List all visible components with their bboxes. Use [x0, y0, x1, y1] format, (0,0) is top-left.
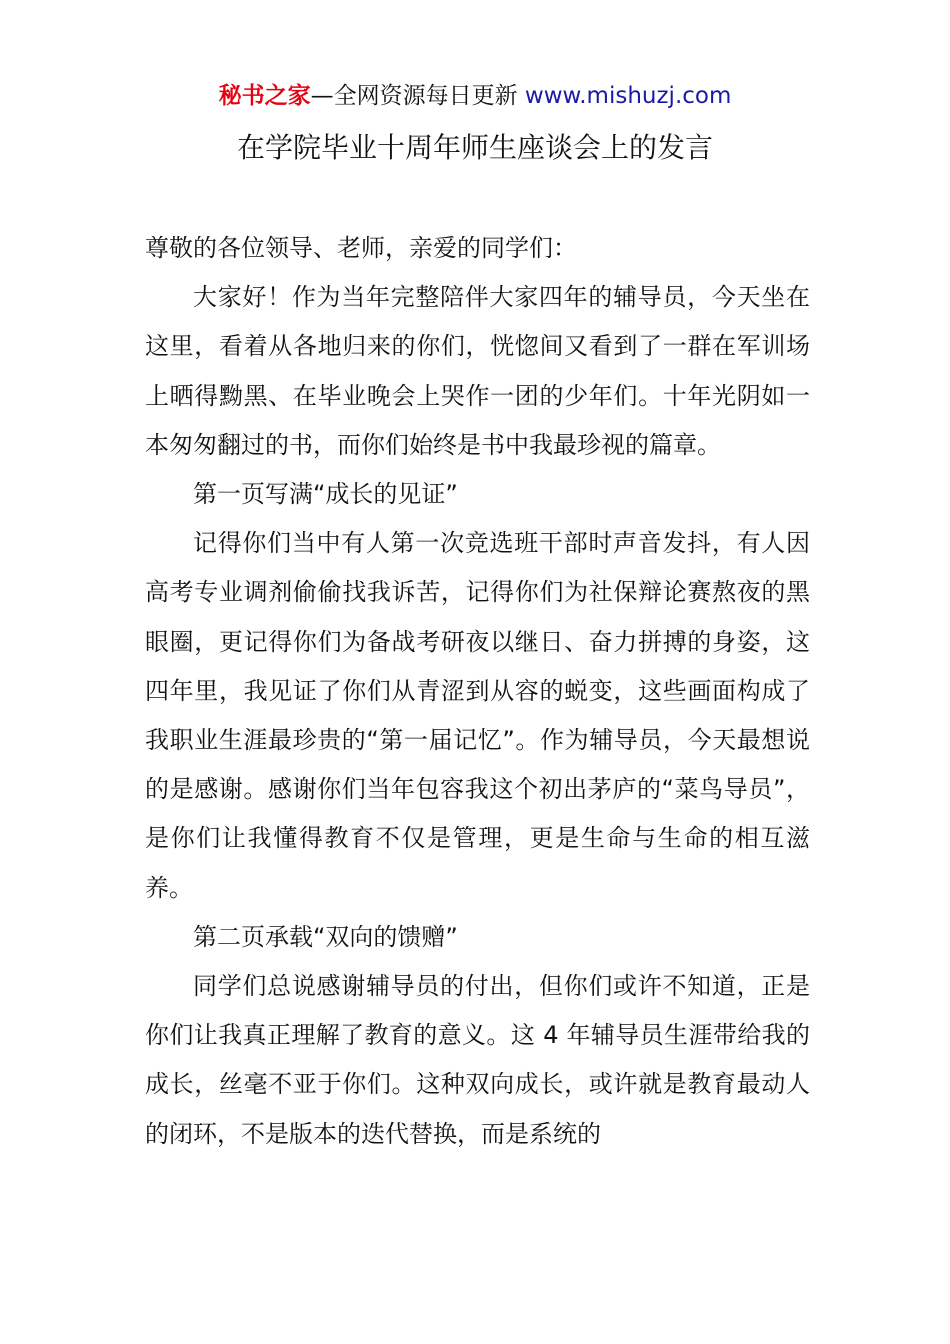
- brand-name: 秘书之家: [218, 83, 311, 109]
- document-body: [145, 224, 810, 1159]
- paragraph-section-2: 同学们总说感谢辅导员的付出，但你们或许不知道，正是你们让我真正理解了教育的意义。这 4 年辅导员生涯带给我的成长，丝毫不亚于你们。这种双向成长，或许就是教育最动人的闭环，不是版本的迭代替换，而是系统的: [145, 972, 810, 1148]
- document-title: 在学院毕业十周年师生座谈会上的发言: [236, 131, 713, 164]
- section-heading-1: 第一页写满“成长的见证”: [193, 480, 458, 509]
- header-tagline: —全网资源每日更新: [310, 83, 518, 109]
- section-heading-2: 第二页承载“双向的馈赠”: [193, 922, 458, 951]
- site-header: [0, 80, 950, 112]
- salutation: 尊敬的各位领导、老师，亲爱的同学们：: [145, 234, 577, 262]
- site-url-link[interactable]: www.mishuzj.com: [524, 83, 732, 109]
- paragraph-section-1: 记得你们当中有人第一次竞选班干部时声音发抖，有人因高考专业调剂偷偷找我诉苦，记得你们为社保辩论赛熬夜的黑眼圈，更记得你们为备战考研夜以继日、奋力拼搏的身姿，这四年里，我见证了你们从青涩到从容的蜕变，这些画面构成了我职业生涯最珍贵的“第一届记忆”。作为辅导员，今天最想说的是感谢。感谢你们当年包容我这个初出茅庐的“菜鸟导员”，是你们让我懂得教育不仅是管理，更是生命与生命的相互滋养。: [145, 529, 810, 902]
- paragraph-opening: 大家好！作为当年完整陪伴大家四年的辅导员，今天坐在这里，看着从各地归来的你们，恍惚间又看到了一群在军训场上晒得黝黑、在毕业晚会上哭作一团的少年们。十年光阴如一本匆匆翻过的书，而你们始终是书中我最珍视的篇章。: [145, 283, 810, 459]
